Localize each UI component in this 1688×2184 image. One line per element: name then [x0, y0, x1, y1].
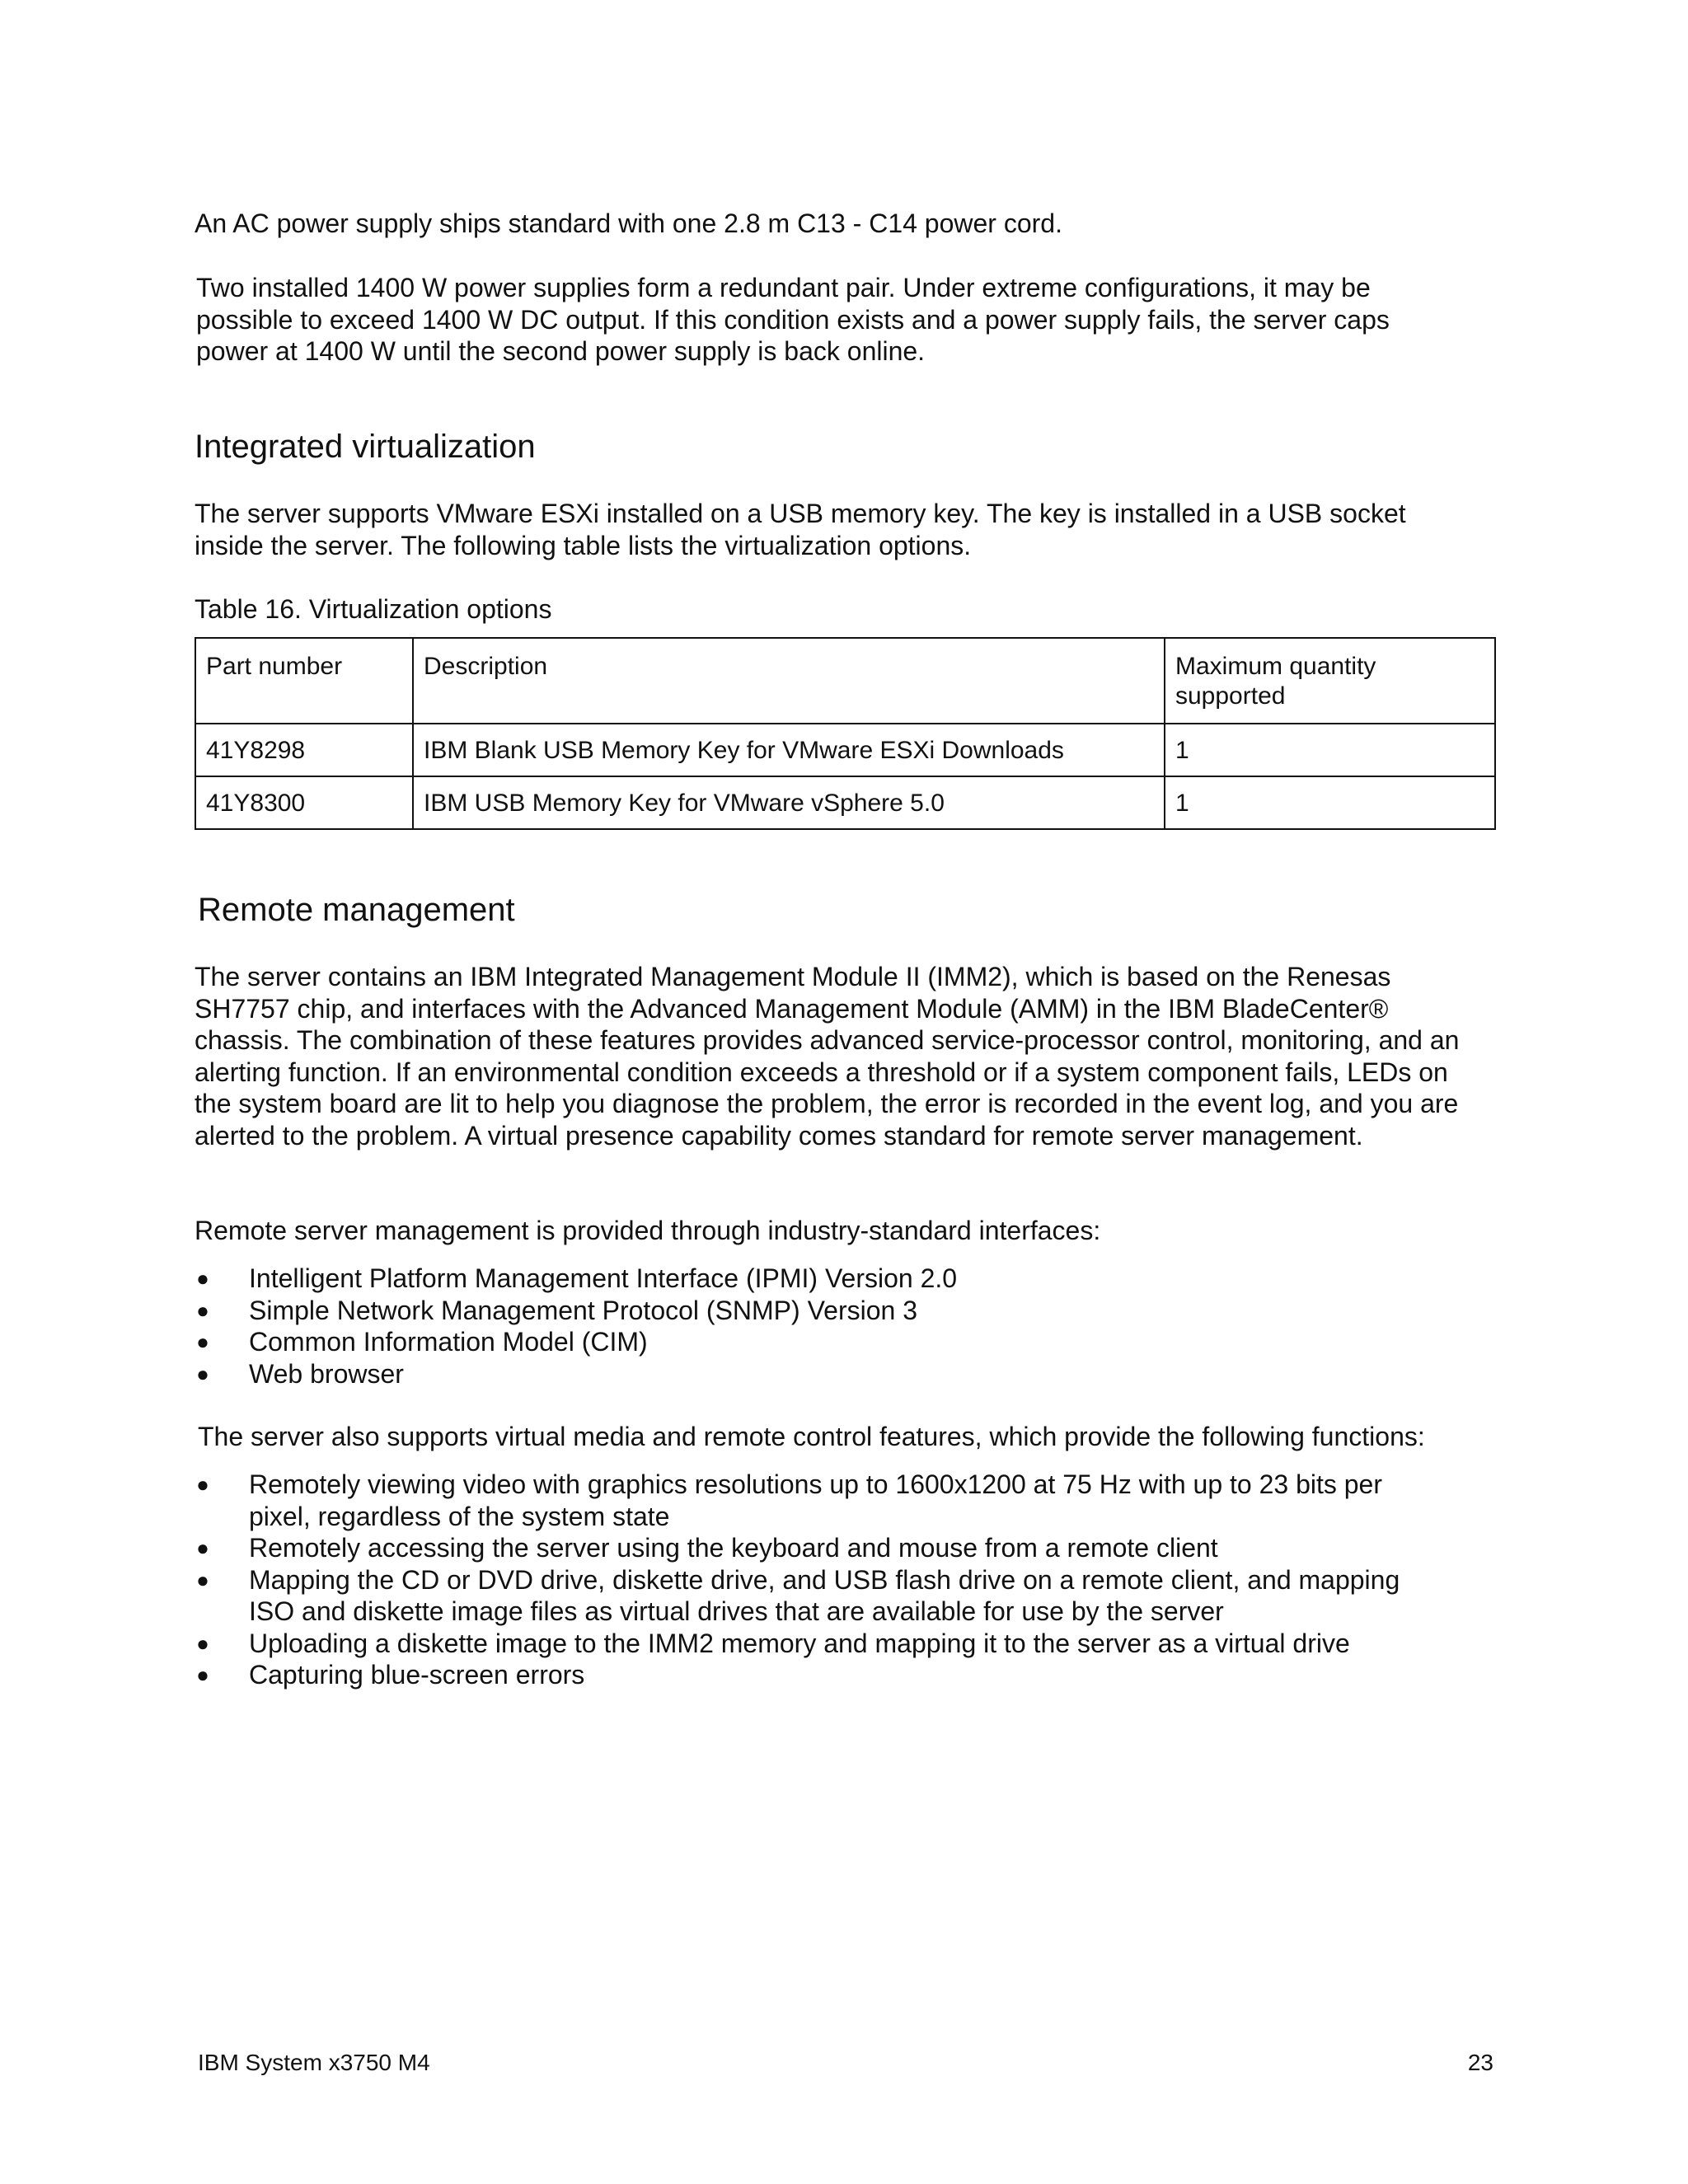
bullet-icon: ● [196, 1567, 209, 1592]
page-number: 23 [1467, 2050, 1493, 2075]
power-redundancy-paragraph: Two installed 1400 W power supplies form a redundant pair. Under extreme configurations, it may be possible to exceed 1400 W DC output. If this condition exists and a power supply fails, the server caps power at 1400 W until the second power supply is back online. [196, 273, 1390, 366]
bullet-icon: ● [196, 1361, 209, 1386]
interfaces-intro: Remote server management is provided through industry-standard interfaces: [195, 1216, 1101, 1245]
column-header-description: Description [413, 638, 1165, 724]
cell-max-quantity: 1 [1165, 776, 1495, 829]
list-item: ● Simple Network Management Protocol (SNMP) Version 3 [195, 1295, 1513, 1327]
virtualization-options-table [195, 637, 1496, 830]
bullet-icon: ● [196, 1329, 209, 1354]
virtualization-intro: The server supports VMware ESXi installed on a USB memory key. The key is installed in a USB socket inside the server. The following table lists the virtualization options. [195, 499, 1406, 560]
interfaces-list [195, 1263, 1513, 1390]
list-item: ● Capturing blue-screen errors [195, 1659, 1447, 1691]
column-header-max-quantity: Maximum quantity supported [1165, 638, 1495, 724]
virtualization-heading: Integrated virtualization [195, 429, 536, 465]
cell-max-quantity: 1 [1165, 724, 1495, 776]
remote-management-heading: Remote management [198, 892, 515, 928]
list-item: ● Uploading a diskette image to the IMM2 memory and mapping it to the server as a virtual drive [195, 1628, 1447, 1660]
list-item: ● Remotely accessing the server using the keyboard and mouse from a remote client [195, 1532, 1447, 1564]
list-item: ● Web browser [195, 1358, 1513, 1390]
column-header-part-number: Part number [195, 638, 413, 724]
list-item: ● Mapping the CD or DVD drive, diskette drive, and USB flash drive on a remote client, and mapping ISO and diskette image files as virtual drives that are available for use by the server [195, 1564, 1447, 1628]
bullet-icon: ● [196, 1266, 209, 1291]
cell-part-number: 41Y8298 [195, 724, 413, 776]
bullet-icon: ● [196, 1662, 209, 1687]
footer-title: IBM System x3750 M4 [198, 2050, 430, 2075]
bullet-icon: ● [196, 1297, 209, 1323]
table-caption: Table 16. Virtualization options [195, 594, 552, 624]
bullet-icon: ● [196, 1630, 209, 1656]
bullet-icon: ● [196, 1472, 209, 1497]
list-item: ● Intelligent Platform Management Interface (IPMI) Version 2.0 [195, 1263, 1513, 1295]
bullet-icon: ● [196, 1535, 209, 1560]
cell-description: IBM USB Memory Key for VMware vSphere 5.0 [413, 776, 1165, 829]
features-intro: The server also supports virtual media and remote control features, which provide the following functions: [198, 1422, 1425, 1451]
list-item: ● Remotely viewing video with graphics resolutions up to 1600x1200 at 75 Hz with up to 23 bits per pixel, regardless of the system state [195, 1469, 1447, 1532]
cell-part-number: 41Y8300 [195, 776, 413, 829]
table-header-row [195, 638, 1495, 724]
cell-description: IBM Blank USB Memory Key for VMware ESXi Downloads [413, 724, 1165, 776]
features-list [195, 1469, 1447, 1691]
remote-management-intro: The server contains an IBM Integrated Management Module II (IMM2), which is based on the Renesas SH7757 chip, and interfaces with the Advanced Management Module (AMM) in the IBM BladeCenter® chassis. The combination of these features provides advanced service-processor control, monitoring, and an alerting function. If an environmental condition exceeds a threshold or if a system component fails, LEDs on the system board are lit to help you diagnose the problem, the error is recorded in the event log, and you are alerted to the problem. A virtual presence capability comes standard for remote server management. [195, 962, 1460, 1151]
power-cord-paragraph: An AC power supply ships standard with one 2.8 m C13 - C14 power cord. [195, 209, 1062, 238]
table-row [195, 776, 1495, 829]
table-row [195, 724, 1495, 776]
list-item: ● Common Information Model (CIM) [195, 1326, 1513, 1358]
